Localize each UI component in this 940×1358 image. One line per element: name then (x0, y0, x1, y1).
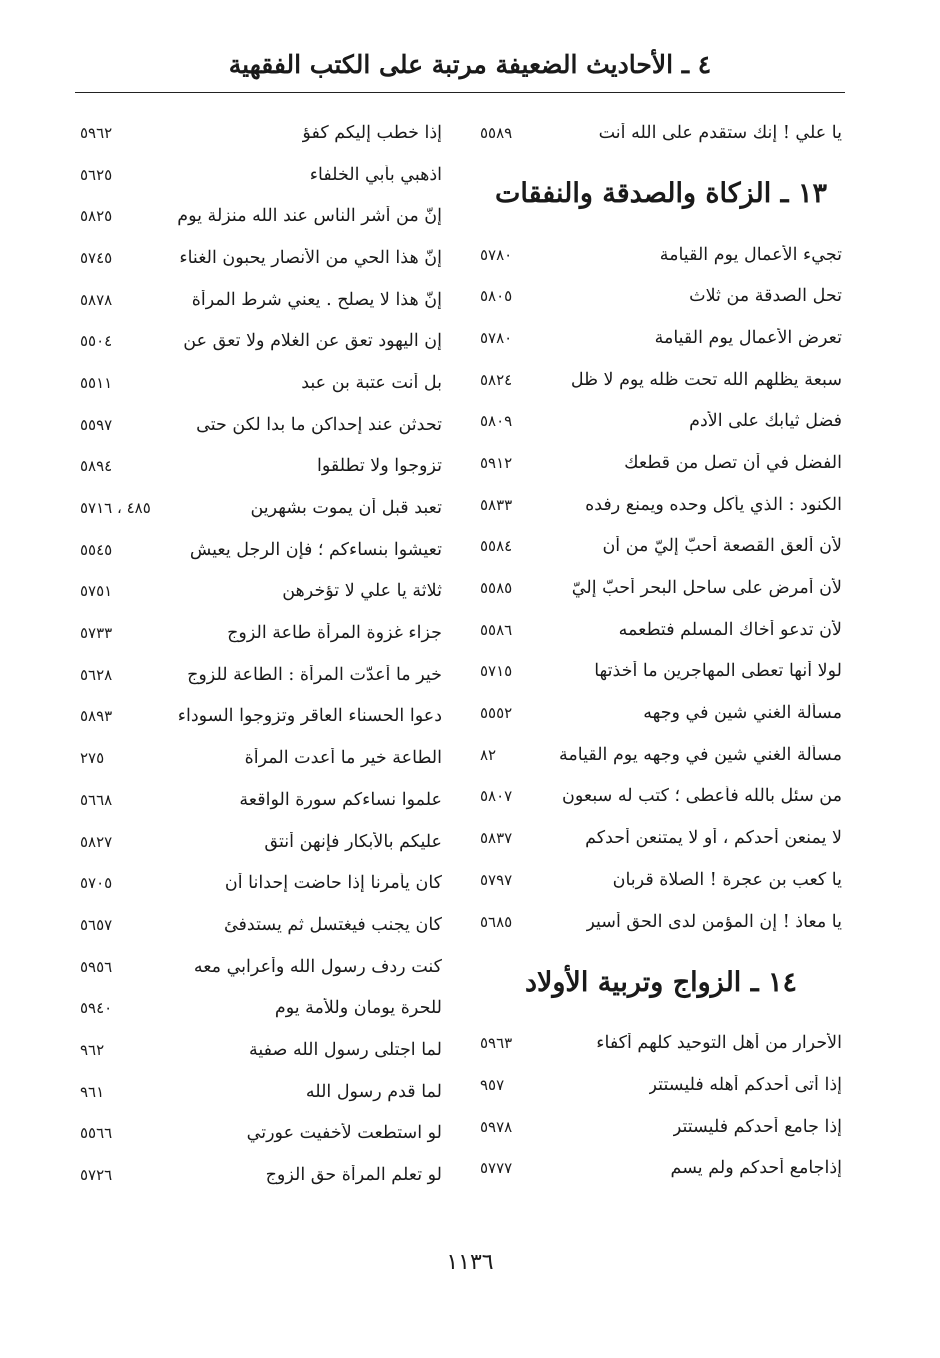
index-entry (480, 359, 842, 401)
hadith-text: اذهبي بأبي الخلفاء (309, 164, 442, 185)
index-entry (480, 817, 842, 859)
index-entry (80, 237, 442, 279)
hadith-number: ٥٨٣٣ (480, 495, 513, 514)
hadith-text: لأن ألعق القصعة أحبّ إليّ من أن (602, 536, 842, 557)
hadith-number: ٥٨٧٨ (80, 290, 113, 309)
hadith-text: عليكم بالأبكار فإنهن أنتق (264, 831, 442, 852)
index-entry (480, 112, 842, 154)
index-entry (80, 362, 442, 404)
hadith-text: يا معاذ ! إن المؤمن لدى الحق أسير (586, 911, 842, 932)
hadith-number: ٥٥٨٦ (480, 620, 513, 639)
hadith-number: ٥٨٢٧ (80, 832, 113, 851)
hadith-number: ٥٥٩٧ (80, 415, 113, 434)
index-entry (480, 734, 842, 776)
index-entry (80, 1071, 442, 1113)
hadith-text: بل أنت عتبة بن عبد (301, 372, 442, 393)
hadith-number: ٥٨٩٣ (80, 707, 113, 726)
hadith-number: ٥٥٠٤ (80, 332, 113, 351)
index-entry (480, 651, 842, 693)
hadith-text: الطاعة خير ما أعدت المرأة (244, 748, 442, 769)
hadith-text: كان يجنب فيغتسل ثم يستدفئ (223, 914, 442, 935)
hadith-number: ٥٥٦٦ (80, 1124, 113, 1143)
index-entry (80, 1113, 442, 1155)
hadith-number: ٥٧٣٣ (80, 624, 113, 643)
hadith-number: ٥٥٨٥ (480, 579, 513, 598)
hadith-number: ٥٩٤٠ (80, 999, 113, 1018)
hadith-number: ٩٦١ (80, 1082, 105, 1101)
hadith-text: يا كعب بن عجرة ! الصلاة قربان (612, 869, 842, 890)
hadith-number: ٥٨٣٧ (480, 829, 513, 848)
hadith-text: تحل الصدقة من ثلاث (689, 286, 842, 307)
index-entry (80, 904, 442, 946)
hadith-number: ٥٩٥٦ (80, 957, 113, 976)
section-heading: ١٣ ـ الزكاة والصدقة والنفقات (495, 178, 827, 210)
index-entry (480, 275, 842, 317)
index-entry (480, 526, 842, 568)
index-entry (80, 862, 442, 904)
hadith-text: فضل ثيابك على الأدم (689, 411, 842, 432)
hadith-number: ٥٨٢٥ (80, 207, 113, 226)
hadith-number: ٥٦٢٥ (80, 165, 113, 184)
header-rule (75, 92, 845, 93)
index-entry (480, 776, 842, 818)
hadith-number: ٥٨٠٥ (480, 287, 513, 306)
hadith-number: ٥٧٧٧ (480, 1159, 513, 1178)
hadith-text: لأن تدعو أخاك المسلم فتطعمه (618, 619, 842, 640)
hadith-number: ٢٧٥ (80, 749, 105, 768)
hadith-text: تعيشوا بنساءكم ؛ فإن الرجل يعيش (189, 539, 442, 560)
hadith-number: ٥٥١١ (80, 373, 113, 392)
hadith-text: تزوجوا ولا تطلقوا (316, 456, 442, 477)
hadith-text: كان يأمرنا إذا حاضت إحدانا أن (224, 873, 442, 894)
hadith-number: ٥٧٥١ (80, 582, 113, 601)
index-entry (80, 1154, 442, 1196)
index-entry (480, 1064, 842, 1106)
hadith-text: للحرة يومان وللأمة يوم (274, 998, 442, 1019)
hadith-number: ٥٧٨٠ (480, 245, 513, 264)
index-entry (80, 279, 442, 321)
hadith-number: ٥٨٠٩ (480, 412, 513, 431)
hadith-number: ٥٥٨٤ (480, 537, 513, 556)
hadith-number: ٩٦٢ (80, 1040, 105, 1059)
hadith-number: ٥٩٦٣ (480, 1034, 513, 1053)
hadith-number: ٥٧٤٥ (80, 248, 113, 267)
index-entry (80, 112, 442, 154)
hadith-number: ٥٧٠٥ (80, 874, 113, 893)
index-entry (80, 446, 442, 488)
hadith-number: ٥٥٨٩ (480, 123, 513, 142)
page-number: ١١٣٦ (446, 1250, 494, 1275)
hadith-text: جزاء غزوة المرأة طاعة الزوج (227, 623, 442, 644)
hadith-number: ٥٨٢٤ (480, 370, 513, 389)
hadith-number: ٥٦٦٨ (80, 790, 113, 809)
index-entry (80, 154, 442, 196)
index-entry (480, 1022, 842, 1064)
index-entry (480, 442, 842, 484)
index-entry (80, 821, 442, 863)
index-entry (80, 779, 442, 821)
hadith-number: ٥٧٨٠ (480, 328, 513, 347)
index-entry (80, 487, 442, 529)
hadith-text: كنت ردف رسول الله وأعرابي معه (193, 956, 442, 977)
index-entry (80, 987, 442, 1029)
index-entry (480, 234, 842, 276)
hadith-text: الأحرار من أهل التوحيد كلهم أكفاء (596, 1033, 842, 1054)
hadith-number: ٥٦٥٧ (80, 915, 113, 934)
hadith-text: لا يمنعن أحدكم ، أو لا يمتنعن أحدكم (585, 828, 842, 849)
index-entry (480, 609, 842, 651)
hadith-text: إنّ هذا الحي من الأنصار يحبون الغناء (179, 247, 442, 268)
index-entry (80, 654, 442, 696)
hadith-number: ٥٥٤٥ (80, 540, 113, 559)
hadith-number: ٥٨٠٧ (480, 787, 513, 806)
hadith-number: ٥٨٩٤ (80, 457, 113, 476)
index-entry (80, 737, 442, 779)
hadith-number: ٥٦٨٥ (480, 912, 513, 931)
hadith-text: علموا نساءكم سورة الواقعة (239, 789, 442, 810)
hadith-number: ٥٧١٥ (480, 662, 513, 681)
index-entry (80, 195, 442, 237)
index-entry (480, 484, 842, 526)
index-entry (80, 320, 442, 362)
index-entry (480, 692, 842, 734)
hadith-number: ٨٢ (480, 745, 497, 764)
index-entry (80, 696, 442, 738)
hadith-text: إذاجامع أحدكم ولم يسم (670, 1158, 842, 1179)
hadith-text: مسألة الغني شين في وجهه يوم القيامة (558, 744, 842, 765)
hadith-text: لما اجتلى رسول الله صفية (249, 1039, 442, 1060)
hadith-number: ٥٩١٢ (480, 453, 513, 472)
index-entry (80, 946, 442, 988)
running-header: ٤ ـ الأحاديث الضعيفة مرتبة على الكتب الفقهية (228, 50, 712, 79)
hadith-text: دعوا الحسناء العاقر وتزوجوا السوداء (177, 706, 442, 727)
hadith-text: لأن أمرض على ساحل البحر أحبّ إليّ (571, 578, 842, 599)
hadith-text: تعرض الأعمال يوم القيامة (654, 327, 842, 348)
hadith-text: ثلاثة يا علي لا تؤخرهن (282, 581, 442, 602)
hadith-text: إذا خطب إليكم كفؤ (302, 122, 442, 143)
index-entry (80, 404, 442, 446)
hadith-text: إذا جامع أحدكم فليستتر (672, 1116, 842, 1137)
hadith-number: ٥٩٦٢ (80, 123, 113, 142)
index-entry (80, 571, 442, 613)
hadith-number: ٤٨٥ ، ٥٧١٦ (80, 499, 151, 518)
hadith-text: إن اليهود تعق عن الغلام ولا تعق عن (183, 331, 442, 352)
index-column-right (480, 112, 842, 1189)
index-entry (480, 567, 842, 609)
index-entry (480, 1147, 842, 1189)
hadith-text: مسألة الغني شين في وجهه (643, 703, 842, 724)
hadith-number: ٥٧٢٦ (80, 1166, 113, 1185)
index-entry (80, 1029, 442, 1071)
hadith-number: ٥٩٧٨ (480, 1117, 513, 1136)
index-entry (480, 400, 842, 442)
hadith-text: تعبد قبل أن يموت بشهرين (250, 498, 442, 519)
hadith-text: تحدثن عند إحداكن ما بدا لكن حتى (196, 414, 442, 435)
hadith-text: الكنود : الذي يأكل وحده ويمنع رفده (585, 494, 842, 515)
section-heading: ١٤ ـ الزواج وتربية الأولاد (524, 966, 798, 998)
hadith-text: الفضل في أن تصل من قطعك (624, 452, 842, 473)
index-entry (480, 317, 842, 359)
hadith-text: من سئل بالله فأعطى ؛ كتب له سبعون (562, 786, 842, 807)
hadith-text: إنّ من أشر الناس عند الله منزلة يوم (177, 206, 442, 227)
hadith-text: لولا أنها تعطى المهاجرين ما أخذتها (594, 661, 842, 682)
hadith-text: إذا أتى أحدكم أهله فليستتر (648, 1074, 842, 1095)
hadith-text: خير ما أعدّت المرأة : الطاعة للزوج (187, 664, 442, 685)
hadith-text: لو تعلم المرأة حق الزوج (265, 1165, 442, 1186)
hadith-number: ٥٦٢٨ (80, 665, 113, 684)
hadith-text: إنّ هذا لا يصلح . يعني شرط المرأة (191, 289, 442, 310)
index-entry (80, 529, 442, 571)
index-entry (480, 1106, 842, 1148)
index-column-left (80, 112, 442, 1196)
hadith-number: ٥٥٥٢ (480, 704, 513, 723)
index-entry (480, 859, 842, 901)
hadith-text: تجيء الأعمال يوم القيامة (659, 244, 842, 265)
hadith-text: لما قدم رسول الله (305, 1081, 442, 1102)
hadith-text: يا علي ! إنك ستقدم على الله أنت (598, 122, 842, 143)
index-entry (80, 612, 442, 654)
hadith-text: سبعة يظلهم الله تحت ظله يوم لا ظل (570, 369, 842, 390)
hadith-text: لو استطعت لأخفيت عورتي (246, 1123, 442, 1144)
index-entry (480, 901, 842, 943)
hadith-number: ٥٧٩٧ (480, 870, 513, 889)
hadith-number: ٩٥٧ (480, 1075, 505, 1094)
